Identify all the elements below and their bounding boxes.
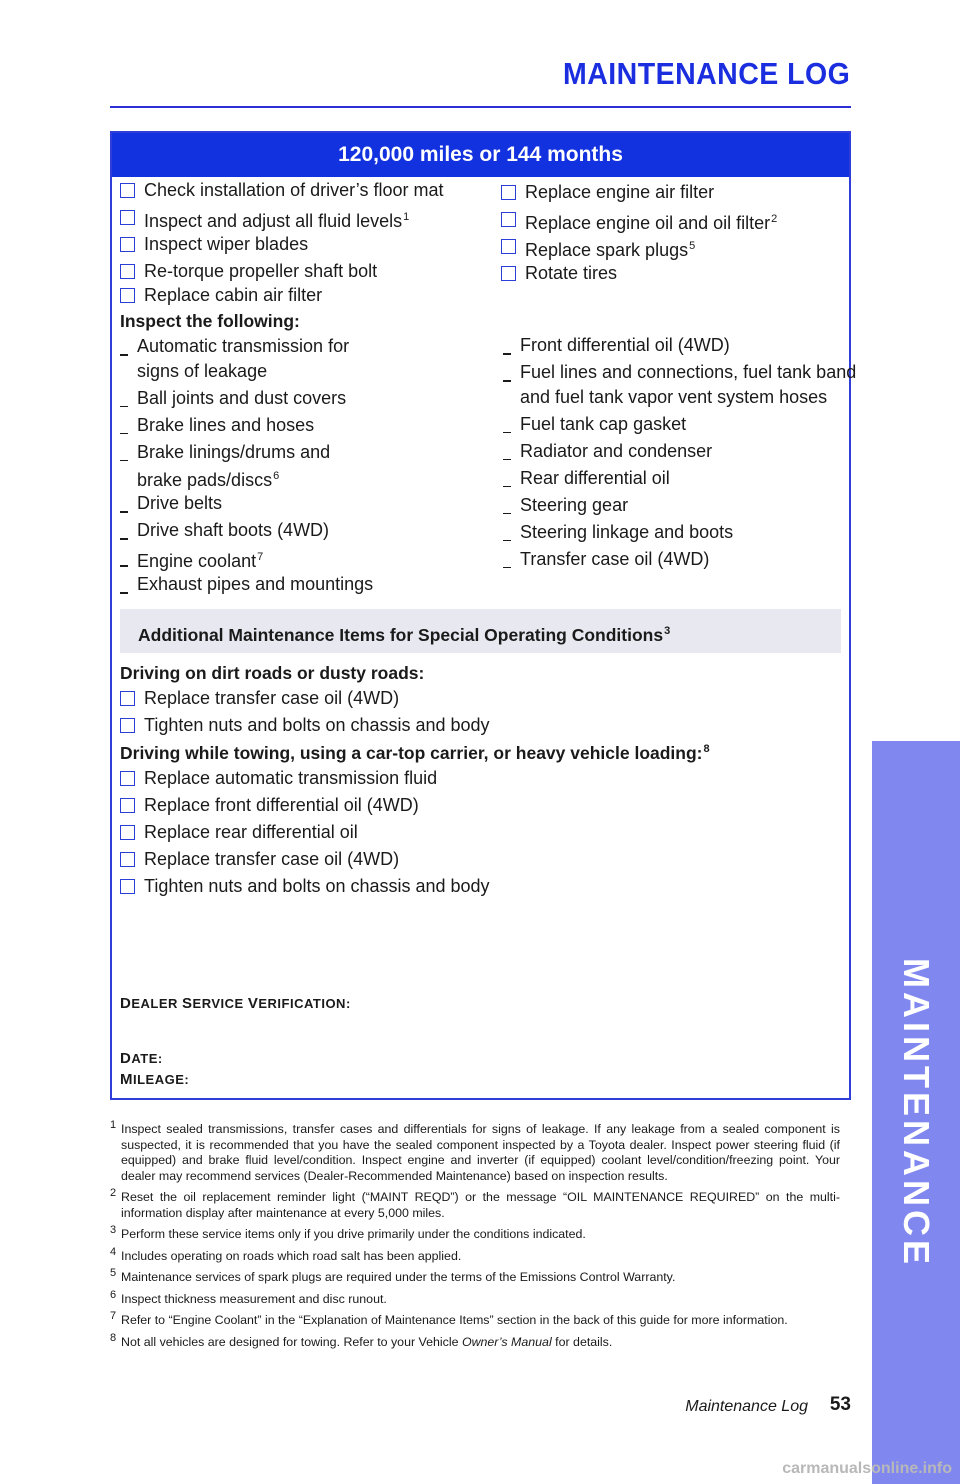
inspect-item-text: Brake lines and hoses <box>137 414 315 435</box>
towing-sup: 8 <box>703 743 710 755</box>
inspect-item-continued <box>503 386 827 408</box>
inspect-item-text: Drive belts <box>137 493 223 513</box>
checklist-item-sup: 2 <box>771 213 778 225</box>
inspect-item <box>503 334 730 356</box>
inspect-item <box>503 413 686 435</box>
checklist-item-text: Tighten nuts and bolts on chassis and body <box>144 715 490 735</box>
additional-title: Additional Maintenance Items for Special Operating Conditions <box>138 625 664 645</box>
footnote-number: 8 <box>110 1331 117 1344</box>
checklist-item-text: Inspect and adjust all fluid levels <box>144 211 403 231</box>
footnote <box>110 1187 840 1221</box>
title-divider <box>110 106 851 108</box>
inspect-item-text: Automatic transmission for <box>137 336 350 356</box>
footnote-text: Inspect sealed transmissions, transfer cases and differentials for signs of leakage. If any leakage from a sealed component is suspected, it is recommended that you have the sealed component inspected by a Toyota dealer. Inspect power steering fluid (if equipped) and brake fluid level/condition. Inspect engine and inverter (if equipped) coolant level/condition/freezing point. Your dealer may recommend services (Dealer-Recommended Maintenance) based on inspection results. <box>121 1122 840 1183</box>
date-label: DATE: <box>120 1050 163 1067</box>
checklist-item-text: Check installation of driver’s floor mat <box>144 180 444 200</box>
inspect-item <box>503 361 856 383</box>
footnotes <box>110 1119 840 1356</box>
footnote <box>110 1310 840 1329</box>
inspect-item-text: Front differential oil (4WD) <box>520 335 730 355</box>
inspect-item <box>503 548 709 570</box>
footnote-text: for details. <box>551 1334 613 1349</box>
footnote <box>110 1245 840 1265</box>
inspect-label: Inspect the following: <box>120 311 300 331</box>
footnote-text: Maintenance services of spark plugs are required under the terms of the Emissions Control Warranty. <box>121 1270 676 1284</box>
checklist-item[interactable] <box>501 208 777 234</box>
towing-label <box>120 743 710 764</box>
inspect-item-continued-sup: 6 <box>273 470 280 482</box>
inspect-item-text: Transfer case oil (4WD) <box>520 548 710 569</box>
page-title: MAINTENANCE LOG <box>562 56 850 91</box>
footnote-manual-title: Owner’s Manual <box>461 1334 552 1349</box>
checklist-item[interactable] <box>120 687 399 709</box>
checklist-item-text: Replace engine oil and oil filter <box>525 213 771 233</box>
footnote <box>110 1267 840 1286</box>
inspect-item-continued-text: brake pads/discs <box>137 470 273 490</box>
checklist-item[interactable] <box>120 767 437 789</box>
inspect-item-text: Drive shaft boots (4WD) <box>137 520 330 540</box>
checklist-item[interactable] <box>120 875 490 897</box>
footnote <box>110 1224 840 1243</box>
footnote-number: 6 <box>110 1288 117 1301</box>
inspect-item-text: Ball joints and dust covers <box>137 387 347 408</box>
footnote-text: Not all vehicles are designed for towing. Refer to your Vehicle <box>121 1334 462 1349</box>
inspect-item <box>503 440 712 462</box>
side-tab-label: MAINTENANCE <box>896 958 937 1268</box>
inspect-item-continued <box>120 360 267 382</box>
inspect-item <box>503 494 628 516</box>
checklist-item[interactable] <box>120 206 409 232</box>
dealer-verification-label: DEALER SERVICE VERIFICATION: <box>120 995 351 1012</box>
footnote <box>110 1119 840 1184</box>
checklist-item-text: Replace spark plugs <box>525 240 689 260</box>
footnote-number: 1 <box>110 1119 117 1131</box>
inspect-item-text: Engine coolant <box>137 551 257 571</box>
checklist-item[interactable] <box>120 714 490 736</box>
maintenance-box <box>110 131 857 1100</box>
inspect-item-continued-text: signs of leakage <box>137 360 268 381</box>
footnote-text: Refer to “Engine Coolant” in the “Explanation of Maintenance Items” section in the back of this guide for more information. <box>121 1313 788 1327</box>
footnote-text: Includes operating on roads which road salt has been applied. <box>121 1248 462 1263</box>
mileage-label: MILEAGE: <box>120 1071 190 1088</box>
checklist-item[interactable] <box>501 235 695 261</box>
footnote-text: Inspect thickness measurement and disc runout. <box>121 1291 387 1306</box>
inspect-item <box>120 414 314 436</box>
inspect-item-text: Rear differential oil <box>520 467 670 488</box>
inspect-item-continued-text: and fuel tank vapor vent system hoses <box>520 386 828 407</box>
inspect-item <box>120 573 373 595</box>
checklist-item-text: Tighten nuts and bolts on chassis and body <box>144 876 490 896</box>
footnote <box>110 1331 840 1351</box>
towing-label-text: Driving while towing, using a car-top carrier, or heavy vehicle loading: <box>120 743 703 763</box>
checklist-item-text: Replace engine air filter <box>525 182 715 202</box>
checklist-item-text: Replace rear differential oil <box>144 822 358 842</box>
interval-heading: 120,000 miles or 144 months <box>112 133 849 177</box>
inspect-item-text: Radiator and condenser <box>520 440 713 461</box>
inspect-item <box>120 441 330 463</box>
inspect-item-text: Steering gear <box>520 494 629 515</box>
inspect-item <box>120 335 349 357</box>
additional-banner <box>120 609 841 653</box>
watermark: carmanualsonline.info <box>782 1460 952 1477</box>
footnote-number: 5 <box>110 1267 117 1279</box>
checklist-item[interactable] <box>120 233 308 255</box>
inspect-item-sup: 7 <box>257 551 264 563</box>
checklist-item-text: Replace automatic transmission fluid <box>144 768 438 788</box>
checklist-item[interactable] <box>120 260 377 282</box>
inspect-item-text: Fuel lines and connections, fuel tank band <box>520 362 857 382</box>
footnote-number: 7 <box>110 1310 117 1322</box>
inspect-item-text: Exhaust pipes and mountings <box>137 574 374 594</box>
inspect-item <box>120 546 263 572</box>
inspect-item <box>120 519 329 541</box>
footnote-text: Perform these service items only if you drive primarily under the conditions indicated. <box>121 1227 586 1241</box>
inspect-item-text: Fuel tank cap gasket <box>520 413 687 434</box>
checklist-item-text: Re-torque propeller shaft bolt <box>144 261 378 281</box>
checklist-item-text: Replace cabin air filter <box>144 285 323 305</box>
checklist-item-sup: 1 <box>403 211 410 223</box>
checklist-item[interactable] <box>120 794 419 816</box>
inspect-item <box>120 387 346 409</box>
checklist-item-text: Inspect wiper blades <box>144 234 309 254</box>
checklist-item-text: Rotate tires <box>525 263 618 283</box>
checklist-item-text: Replace transfer case oil (4WD) <box>144 849 400 869</box>
inspect-item-text: Steering linkage and boots <box>520 521 734 542</box>
footnote-number: 3 <box>110 1224 117 1236</box>
checklist-item[interactable] <box>120 821 358 843</box>
checklist-item[interactable] <box>120 179 443 201</box>
checklist-item-text: Replace transfer case oil (4WD) <box>144 688 400 708</box>
additional-sup: 3 <box>664 625 671 637</box>
checklist-item[interactable] <box>120 284 322 306</box>
checklist-item-sup: 5 <box>689 240 696 252</box>
dirt-roads-label: Driving on dirt roads or dusty roads: <box>120 663 425 683</box>
inspect-item <box>120 492 222 514</box>
checklist-item[interactable] <box>501 262 617 284</box>
footnote-number: 2 <box>110 1187 117 1199</box>
inspect-item <box>503 521 733 543</box>
checklist-item[interactable] <box>501 181 714 203</box>
inspect-item-text: Brake linings/drums and <box>137 441 331 462</box>
footnote-text: Reset the oil replacement reminder light (“MAINT REQD”) or the message “OIL MAINTENANCE REQUIRED” on the multi-information display after maintenance at every 5,000 miles. <box>121 1190 840 1220</box>
footnote-number: 4 <box>110 1245 117 1258</box>
inspect-item <box>503 467 670 489</box>
inspect-item-continued <box>120 465 279 491</box>
checklist-item-text: Replace front differential oil (4WD) <box>144 795 419 815</box>
footnote <box>110 1288 840 1308</box>
footer-section-name: Maintenance Log <box>685 1398 808 1415</box>
checklist-item[interactable] <box>120 848 399 870</box>
page-number: 53 <box>829 1394 851 1415</box>
